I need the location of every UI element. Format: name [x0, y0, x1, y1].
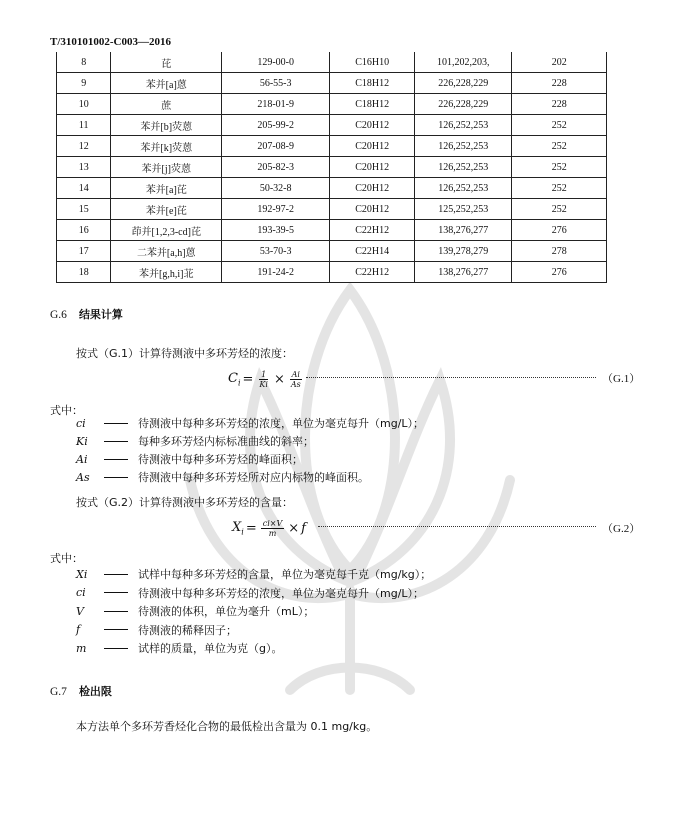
molecular-formula-cell: C18H12 [330, 94, 415, 115]
cas-number-cell: 192-97-2 [222, 199, 330, 220]
table-row [57, 199, 607, 220]
definition-row [76, 432, 314, 450]
definition-row [76, 414, 424, 432]
variable-symbol: m [76, 641, 87, 655]
fraction: $\frac{Ai}{As}$ [290, 369, 301, 389]
table-row [57, 157, 607, 178]
row-number-cell: 8 [57, 52, 111, 73]
variable-definition: 待测液的体积，单位为毫升（mL）； [138, 605, 315, 618]
variable-symbol: Xi [76, 567, 88, 581]
quantitation-ion-cell: 278 [512, 241, 607, 262]
table-row [57, 178, 607, 199]
variable-symbol: Ai [76, 452, 88, 466]
variable-definition: 试样中每种多环芳烃的含量，单位为毫克每千克（mg/kg）； [138, 568, 432, 581]
em-dash [104, 592, 128, 593]
characteristic-ions-cell: 138,276,277 [415, 262, 512, 283]
row-number-cell: 13 [57, 157, 111, 178]
variable-symbol: ci [76, 586, 86, 599]
cas-number-cell: 50-32-8 [222, 178, 330, 199]
cas-number-cell: 207-08-9 [222, 136, 330, 157]
table-row [57, 241, 607, 262]
quantitation-ion-cell: 228 [512, 94, 607, 115]
table-row [57, 94, 607, 115]
cas-number-cell: 205-82-3 [222, 157, 330, 178]
eq-lhs: $C_i$ [228, 370, 241, 388]
characteristic-ions-cell: 226,228,229 [415, 94, 512, 115]
quantitation-ion-cell: 202 [512, 52, 607, 73]
em-dash [104, 477, 128, 478]
compound-name-cell: 苯并[j]荧蒽 [111, 157, 222, 178]
molecular-formula-cell: C16H10 [330, 52, 415, 73]
table-row [57, 73, 607, 94]
molecular-formula-cell: C20H12 [330, 199, 415, 220]
equation-g2: $X_i$ = $\frac{ci\times V}{m}$ × f [232, 518, 306, 538]
quantitation-ion-cell: 276 [512, 262, 607, 283]
compound-name-cell: 茚并[1,2,3-cd]芘 [111, 220, 222, 241]
molecular-formula-cell: C20H12 [330, 157, 415, 178]
row-number-cell: 11 [57, 115, 111, 136]
characteristic-ions-cell: 139,278,279 [415, 241, 512, 262]
characteristic-ions-cell: 126,252,253 [415, 115, 512, 136]
section-g7-heading [50, 683, 112, 699]
definition-row [76, 584, 424, 602]
variable-definition: 待测液的稀释因子； [138, 623, 237, 637]
row-number-cell: 16 [57, 220, 111, 241]
characteristic-ions-cell: 126,252,253 [415, 136, 512, 157]
equation-intro-g1: 按式（G.1）计算待测液中多环芳烃的浓度： [76, 347, 294, 360]
variable-definition: 待测液中每种多环芳烃的浓度，单位为毫克每升（mg/L）； [138, 417, 425, 430]
table-row [57, 262, 607, 283]
cas-number-cell: 205-99-2 [222, 115, 330, 136]
characteristic-ions-cell: 226,228,229 [415, 73, 512, 94]
compound-name-cell: 苯并[b]荧蒽 [111, 115, 222, 136]
characteristic-ions-cell: 138,276,277 [415, 220, 512, 241]
equation-number: （G.1） [602, 373, 641, 385]
where-label: 式中： [50, 552, 83, 565]
molecular-formula-cell: C22H14 [330, 241, 415, 262]
molecular-formula-cell: C22H12 [330, 220, 415, 241]
variable-symbol: ci [76, 416, 86, 430]
quantitation-ion-cell: 252 [512, 115, 607, 136]
quantitation-ion-cell: 252 [512, 157, 607, 178]
row-number-cell: 10 [57, 94, 111, 115]
em-dash [104, 648, 128, 649]
definition-row [76, 602, 314, 620]
row-number-cell: 14 [57, 178, 111, 199]
variable-definition: 待测液中每种多环芳烃的峰面积； [138, 453, 303, 466]
detection-limit-text: 本方法单个多环芳香烃化合物的最低检出含量为 0.1 mg/kg。 [76, 720, 378, 733]
dot-leader [306, 377, 596, 378]
cas-number-cell: 193-39-5 [222, 220, 330, 241]
variable-symbol: V [76, 604, 84, 618]
compound-name-cell: 苯并[a]蒽 [111, 73, 222, 94]
fraction: $\frac{1}{Ki}$ [259, 369, 268, 389]
em-dash [104, 629, 128, 630]
em-dash [104, 441, 128, 442]
characteristic-ions-cell: 126,252,253 [415, 178, 512, 199]
table-row [57, 115, 607, 136]
equation-intro-g2: 按式（G.2）计算待测液中多环芳烃的含量： [76, 496, 294, 509]
cas-number-cell: 56-55-3 [222, 73, 330, 94]
fraction: $\frac{ci\times V}{m}$ [262, 518, 283, 538]
section-g6-heading [50, 306, 123, 322]
compound-name-cell: 苯并[a]芘 [111, 178, 222, 199]
definition-row [76, 639, 282, 657]
definition-row [76, 450, 303, 468]
variable-symbol: As [76, 470, 90, 484]
pah-compound-table [56, 52, 607, 283]
definition-row [76, 468, 369, 486]
equation-number: （G.2） [602, 523, 641, 535]
characteristic-ions-cell: 101,202,203, [415, 52, 512, 73]
quantitation-ion-cell: 252 [512, 178, 607, 199]
cas-number-cell: 191-24-2 [222, 262, 330, 283]
compound-name-cell: 二苯并[a,h]蒽 [111, 241, 222, 262]
row-number-cell: 9 [57, 73, 111, 94]
equation-g1: $C_i$ = $\frac{1}{Ki}$ × $\frac{Ai}{As}$ [228, 369, 301, 389]
definition-row [76, 621, 237, 639]
section-title: 结果计算 [78, 308, 123, 321]
table-row [57, 52, 607, 73]
variable-symbol: Ki [76, 434, 88, 448]
cas-number-cell: 129-00-0 [222, 52, 330, 73]
quantitation-ion-cell: 276 [512, 220, 607, 241]
molecular-formula-cell: C20H12 [330, 178, 415, 199]
quantitation-ion-cell: 252 [512, 199, 607, 220]
section-number: G.7 [50, 686, 67, 698]
row-number-cell: 12 [57, 136, 111, 157]
variable-definition: 试样的质量，单位为克（g）。 [138, 642, 283, 655]
table-row [57, 136, 607, 157]
variable-symbol: f [76, 623, 81, 636]
compound-name-cell: 芘 [111, 52, 222, 73]
row-number-cell: 17 [57, 241, 111, 262]
variable-definition: 待测液中每种多环芳烃所对应内标物的峰面积。 [138, 471, 369, 484]
cas-number-cell: 218-01-9 [222, 94, 330, 115]
compound-name-cell: 苯并[g,h,i]苝 [111, 262, 222, 283]
quantitation-ion-cell: 228 [512, 73, 607, 94]
compound-name-cell: 苯并[k]荧蒽 [111, 136, 222, 157]
em-dash [104, 611, 128, 612]
section-title: 检出限 [78, 685, 112, 698]
characteristic-ions-cell: 126,252,253 [415, 157, 512, 178]
em-dash [104, 574, 128, 575]
molecular-formula-cell: C20H12 [330, 115, 415, 136]
em-dash [104, 459, 128, 460]
variable-definition: 待测液中每种多环芳烃的浓度，单位为毫克每升（mg/L）； [138, 586, 425, 600]
em-dash [104, 423, 128, 424]
table-row [57, 220, 607, 241]
eq-lhs: $X_i$ [232, 519, 244, 537]
quantitation-ion-cell: 252 [512, 136, 607, 157]
cas-number-cell: 53-70-3 [222, 241, 330, 262]
dot-leader [318, 526, 596, 527]
definition-row [76, 565, 431, 583]
section-number: G.6 [50, 309, 67, 321]
compound-name-cell: 蔗 [111, 94, 222, 115]
molecular-formula-cell: C18H12 [330, 73, 415, 94]
molecular-formula-cell: C22H12 [330, 262, 415, 283]
compound-name-cell: 苯并[e]芘 [111, 199, 222, 220]
row-number-cell: 15 [57, 199, 111, 220]
where-label: 式中： [50, 404, 83, 417]
document-number: T/310101002-C003—2016 [50, 36, 171, 48]
variable-definition: 每种多环芳烃内标标准曲线的斜率； [138, 435, 314, 448]
characteristic-ions-cell: 125,252,253 [415, 199, 512, 220]
row-number-cell: 18 [57, 262, 111, 283]
molecular-formula-cell: C20H12 [330, 136, 415, 157]
